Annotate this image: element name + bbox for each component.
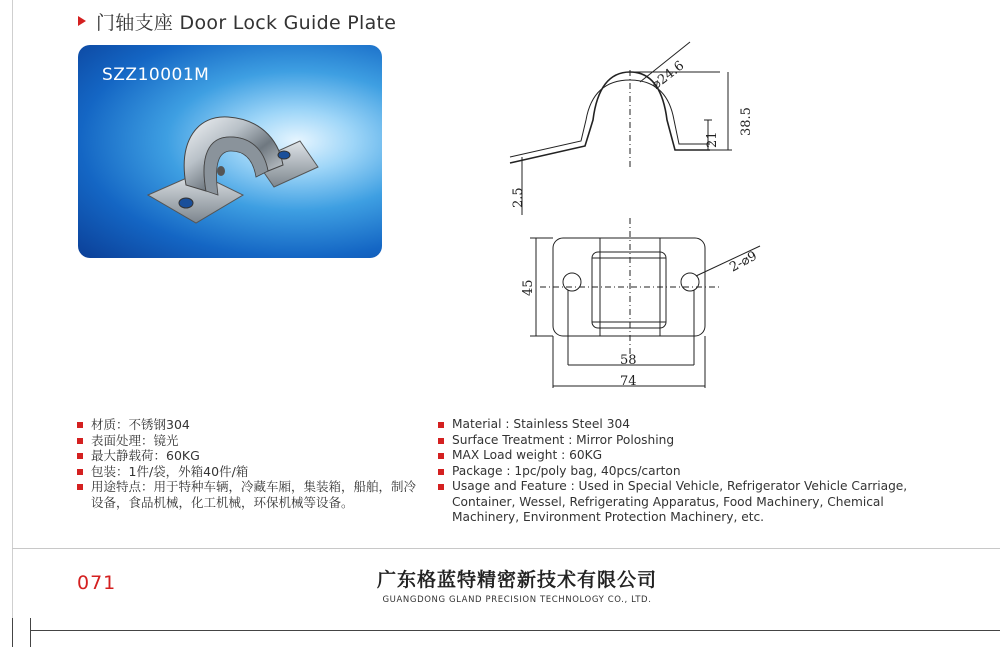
dim-width: 45 — [521, 279, 536, 296]
spec-item: Surface Treatment : Mirror Poloshing — [438, 433, 918, 449]
technical-drawing — [480, 20, 780, 400]
left-margin-rule — [12, 0, 13, 647]
page-bottom-rule — [30, 630, 1000, 631]
dim-height-inner: 21 — [705, 131, 720, 148]
company-name-en: GUANGDONG GLAND PRECISION TECHNOLOGY CO., LTD. — [382, 595, 652, 605]
spec-item: Package : 1pc/poly bag, 40pcs/carton — [438, 464, 918, 480]
company-logo — [370, 565, 664, 605]
spec-item: Material : Stainless Steel 304 — [438, 417, 918, 433]
company-name-cn: 广东格蓝特精密新技术有限公司 — [376, 569, 657, 591]
title-text: 门轴支座 Door Lock Guide Plate — [96, 11, 397, 34]
spec-item: Usage and Feature : Used in Special Vehicle, Refrigerator Vehicle Carriage, Container, Wessel, Refrigerating Apparatus, Food Machinery, Chemical Machinery, Environment Protection Machinery, etc. — [438, 479, 918, 526]
dim-thickness: 2.5 — [511, 187, 526, 208]
footer-divider — [12, 548, 1000, 549]
spec-item: 最大静载荷：60KG — [77, 448, 417, 464]
spec-item: 表面处理：镜光 — [77, 433, 417, 449]
crop-mark — [30, 618, 31, 647]
spec-item: 包装：1件/袋，外箱40件/箱 — [77, 464, 417, 480]
dim-hole-spacing: 58 — [620, 353, 637, 368]
specs-chinese — [77, 417, 417, 510]
dim-holes: 2-⌀9 — [727, 248, 760, 276]
spec-item: 用途特点：用于特种车辆，冷藏车厢，集装箱，船舶，制冷设备，食品机械，化工机械，环保机械等设备。 — [77, 479, 417, 510]
dim-length: 74 — [620, 374, 637, 389]
crop-mark — [12, 618, 13, 647]
page-title — [78, 9, 396, 33]
spec-item: MAX Load weight : 60KG — [438, 448, 918, 464]
product-photo — [78, 45, 382, 258]
dim-diameter: ⌀24.6 — [649, 58, 688, 93]
dim-height-total: 38.5 — [739, 107, 754, 136]
product-code: SZZ10001M — [102, 65, 210, 85]
specs-english — [438, 417, 918, 526]
page-number: 071 — [77, 572, 117, 594]
spec-item: 材质：不锈钢304 — [77, 417, 417, 433]
triangle-bullet-icon — [78, 16, 86, 26]
